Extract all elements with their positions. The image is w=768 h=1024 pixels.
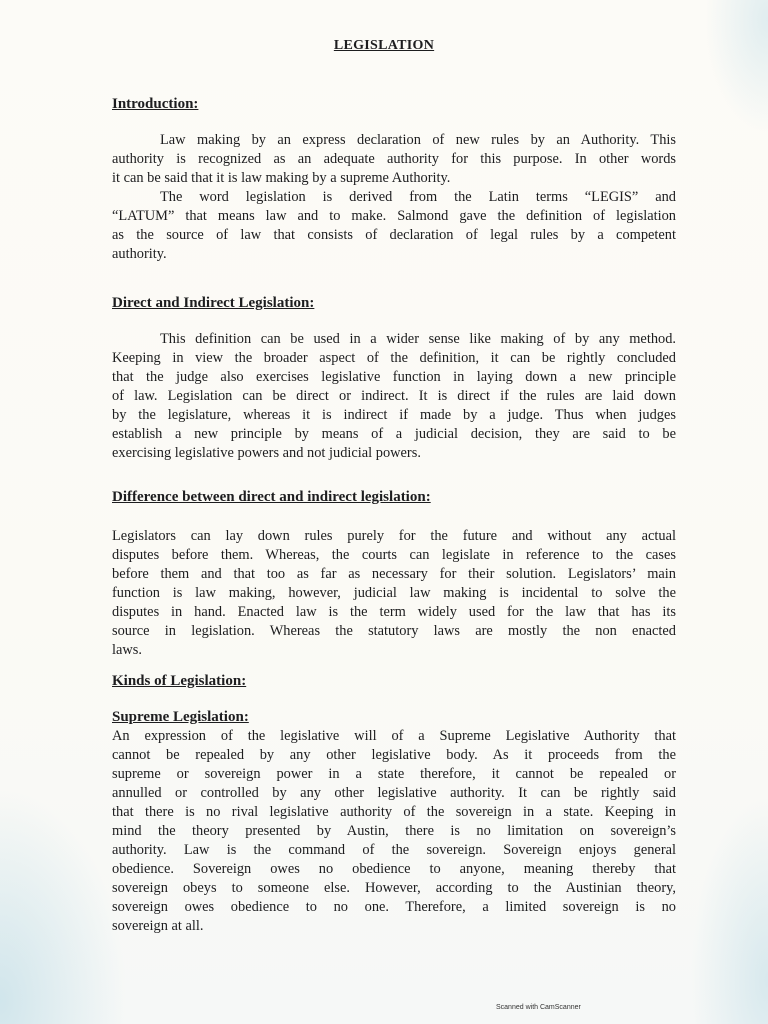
supreme-paragraph xyxy=(112,727,676,936)
supreme-line: An expression of the legislative will of a Supreme Legislative Authority that xyxy=(112,728,676,744)
direct-indirect-line: exercising legislative powers and not judicial powers. xyxy=(112,445,421,461)
direct-indirect-paragraph xyxy=(112,330,676,463)
difference-line: before them and that too as far as necessary for their solution. Legislators’ main xyxy=(112,566,676,582)
difference-heading: Difference between direct and indirect legislation: xyxy=(112,489,431,505)
difference-line: Legislators can lay down rules purely for the future and without any actual xyxy=(112,528,676,544)
introduction-heading: Introduction: xyxy=(112,96,199,112)
introduction-line: Law making by an express declaration of new rules by an Authority. This xyxy=(160,132,676,148)
difference-line: source in legislation. Whereas the statutory laws are mostly the non enacted xyxy=(112,623,676,639)
supreme-line: cannot be repealed by any other legislative body. As it proceeds from the xyxy=(112,747,676,763)
page-title: LEGISLATION xyxy=(333,38,435,53)
scanner-watermark: Scanned with CamScanner xyxy=(496,1004,581,1011)
supreme-line: mind the theory presented by Austin, there is no limitation on sovereign’s xyxy=(112,823,676,839)
difference-line: disputes in hand. Enacted law is the term widely used for the law that has its xyxy=(112,604,676,620)
introduction-paragraph xyxy=(112,131,676,264)
direct-indirect-line: establish a new principle by means of a judicial decision, they are said to be xyxy=(112,426,676,442)
difference-line: function is law making, however, judicial law making is incidental to solve the xyxy=(112,585,676,601)
introduction-line: The word legislation is derived from the Latin terms “LEGIS” and xyxy=(160,189,676,205)
supreme-line: sovereign owes obedience to no one. Therefore, a limited sovereign is no xyxy=(112,899,676,915)
difference-paragraph xyxy=(112,527,676,660)
introduction-line: authority is recognized as an adequate authority for this purpose. In other words xyxy=(112,151,676,167)
difference-line: laws. xyxy=(112,642,142,658)
supreme-line: that there is no rival legislative authority of the sovereign in a state. Keeping in xyxy=(112,804,676,820)
supreme-line: obedience. Sovereign owes no obedience to anyone, meaning thereby that xyxy=(112,861,676,877)
difference-line: disputes before them. Whereas, the courts can legislate in reference to the cases xyxy=(112,547,676,563)
supreme-line: sovereign at all. xyxy=(112,918,204,934)
supreme-line: supreme or sovereign power in a state therefore, it cannot be repealed or xyxy=(112,766,676,782)
direct-indirect-line: that the judge also exercises legislative function in laying down a new principle xyxy=(112,369,676,385)
introduction-line: as the source of law that consists of declaration of legal rules by a competent xyxy=(112,227,676,243)
introduction-line: authority. xyxy=(112,246,167,262)
supreme-line: annulled or controlled by any other legislative authority. It can be rightly said xyxy=(112,785,676,801)
introduction-line: it can be said that it is law making by a supreme Authority. xyxy=(112,170,451,186)
direct-indirect-line: This definition can be used in a wider sense like making of by any method. xyxy=(160,331,676,347)
introduction-line: “LATUM” that means law and to make. Salmond gave the definition of legislation xyxy=(112,208,676,224)
direct-indirect-heading: Direct and Indirect Legislation: xyxy=(112,295,315,311)
direct-indirect-line: Keeping in view the broader aspect of the definition, it can be rightly concluded xyxy=(112,350,676,366)
direct-indirect-line: by the legislature, whereas it is indirect if made by a judge. Thus when judges xyxy=(112,407,676,423)
supreme-heading: Supreme Legislation: xyxy=(112,709,249,725)
supreme-line: authority. Law is the command of the sovereign. Sovereign enjoys general xyxy=(112,842,676,858)
kinds-heading: Kinds of Legislation: xyxy=(112,673,247,689)
supreme-line: sovereign obeys to someone else. However, according to the Austinian theory, xyxy=(112,880,676,896)
direct-indirect-line: of law. Legislation can be direct or indirect. It is direct if the rules are laid down xyxy=(112,388,676,404)
